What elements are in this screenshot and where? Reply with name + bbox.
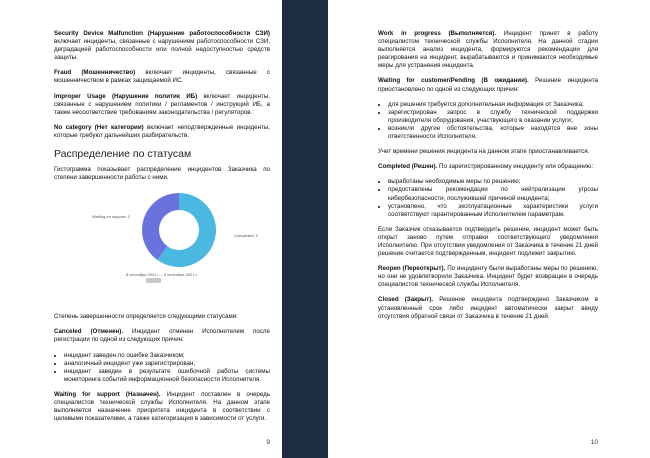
list-item: • возникли другие обстоятельства, которые находятся вне зоны ответственности Исполнителя. [388, 125, 598, 141]
status-donut-chart [94, 189, 264, 279]
list-item: • выработаны необходимые меры по решению; [388, 178, 598, 186]
status-waiting-support: Waiting for support (Назначен). Инцидент поставлен в очередь специалистов технической службы Исполнителя. На данном этапе выполняется назначение приоритета инцидента в соответствии с целевыми показателями, а также категоризация в зависимости от услуги. [54, 390, 270, 423]
status-canceled: Canceled (Отменен). Инцидент отменен Исполнителем после регистрации по одной из следующих причин: [54, 328, 270, 344]
status-completed: Completed (Решен). По зарегистрированному инциденту или обращению: [378, 163, 594, 171]
list-item: • аналогичный инцидент уже зарегистрирован; [64, 360, 270, 368]
page-number-left: 9 [266, 439, 270, 446]
definition-security-device: Security Device Malfunction (Нарушение работоспособности СЗИ) включает инциденты, связанные с нарушением работоспособности СЗИ, деградацией работоспособности или полной недоступностью средств защиты. [54, 30, 270, 62]
waiting-reasons-list [378, 101, 598, 141]
status-work-in-progress: Work in progress (Выполняется). Инцидент принят в работу специалистом технической службы Исполнителя. На данной стадии выполняется анализ инцидента, формируются рекомендации для реагирования на инцидент, вырабатываются и принимаются необходимые меры для устранения инцидента. [378, 30, 598, 70]
definition-no-category: No category (Нет категории) включает неподтвержденные инциденты, которые требуют дальнейших разбирательств. [54, 123, 270, 139]
list-item: • установлено, что эксплуатационные характеристики услуги соответствуют гарантированным Исполнителем параметрам. [388, 203, 598, 219]
completed-items-list [378, 178, 598, 218]
waiting-note: Учет времени решения инцидента на данном этапе приостанавливается. [378, 148, 590, 156]
list-item: • для решения требуется дополнительная информация от Заказчика; [388, 101, 598, 109]
definition-fraud: Fraud (Мошенничество) включает инциденты, связанные с мошенничеством в рамках защищаемой ИС. [54, 69, 270, 85]
list-item: • инцидент заведен по ошибке Заказчиком; [64, 352, 270, 360]
status-closed: Closed (Закрыт). Решение инцидента подтверждено Заказчиком в установленный срок либо инцидент автоматически закрыт ввиду отсутствия обратной связи от Заказчика в течение 21 дней. [378, 296, 598, 320]
status-waiting-customer: Waiting for customer/Pending (В ожидании). Решение инцидента приостановлено по одной из следующих причин: [378, 77, 598, 93]
list-item: • инцидент заведен в результате ошибочной работы системы мониторинга событий информационной безопасности Исполнителя. [64, 368, 270, 384]
canceled-reasons-list [54, 352, 270, 384]
completed-note: Если Заказчик отказывается подтвердить решение, инцидент может быть открыт заново путем отправки соответствующего уведомления Исполнителю. При отсутствии уведомления от Заказчика в течение 21 дней решение считается подтвержденным, инцидент подлежит закрытию. [378, 225, 598, 258]
list-item: • предоставлены рекомендации по нейтрализации угрозы кибербезопасности, послужившей причиной инцидента; [388, 186, 598, 202]
chart-redacted-subcaption [146, 278, 161, 283]
left-page [0, 0, 282, 458]
chart-date-range: 8 сентября 2021 г. – 9 сентября 2021 г. [126, 272, 198, 278]
legend-label-completed: Completed: 3 [234, 233, 258, 239]
status-reopen: Reopen (Переоткрыт). По инциденту были выработаны меры по решению, но они не удовлетворили Заказчика. Инцидент будет возвращен в очередь специалистов технической службы Исполнителя. [378, 265, 598, 289]
statuses-intro: Степень завершенности определяется следующими статусами: [54, 313, 238, 321]
chart-intro: Гистограмма показывает распределение инцидентов Заказчика по степени завершенности работы с ними. [54, 166, 270, 182]
page-number-right: 10 [590, 439, 598, 446]
section-title: Распределение по статусам [54, 148, 192, 161]
list-item: • зарегистрирован запрос в службу технической поддержки производителя оборудования, участвующего в оказании услуги; [388, 109, 598, 125]
right-page [328, 0, 650, 458]
definition-improper-usage: Improper Usage (Нарушение политик ИБ) включает инциденты, связанные с нарушением политики / регламентов / инструкций ИБ, а также несоответствие требованиям законодательства / регуляторов. [54, 92, 271, 116]
legend-label-waiting: Waiting for support: 2 [92, 214, 130, 220]
